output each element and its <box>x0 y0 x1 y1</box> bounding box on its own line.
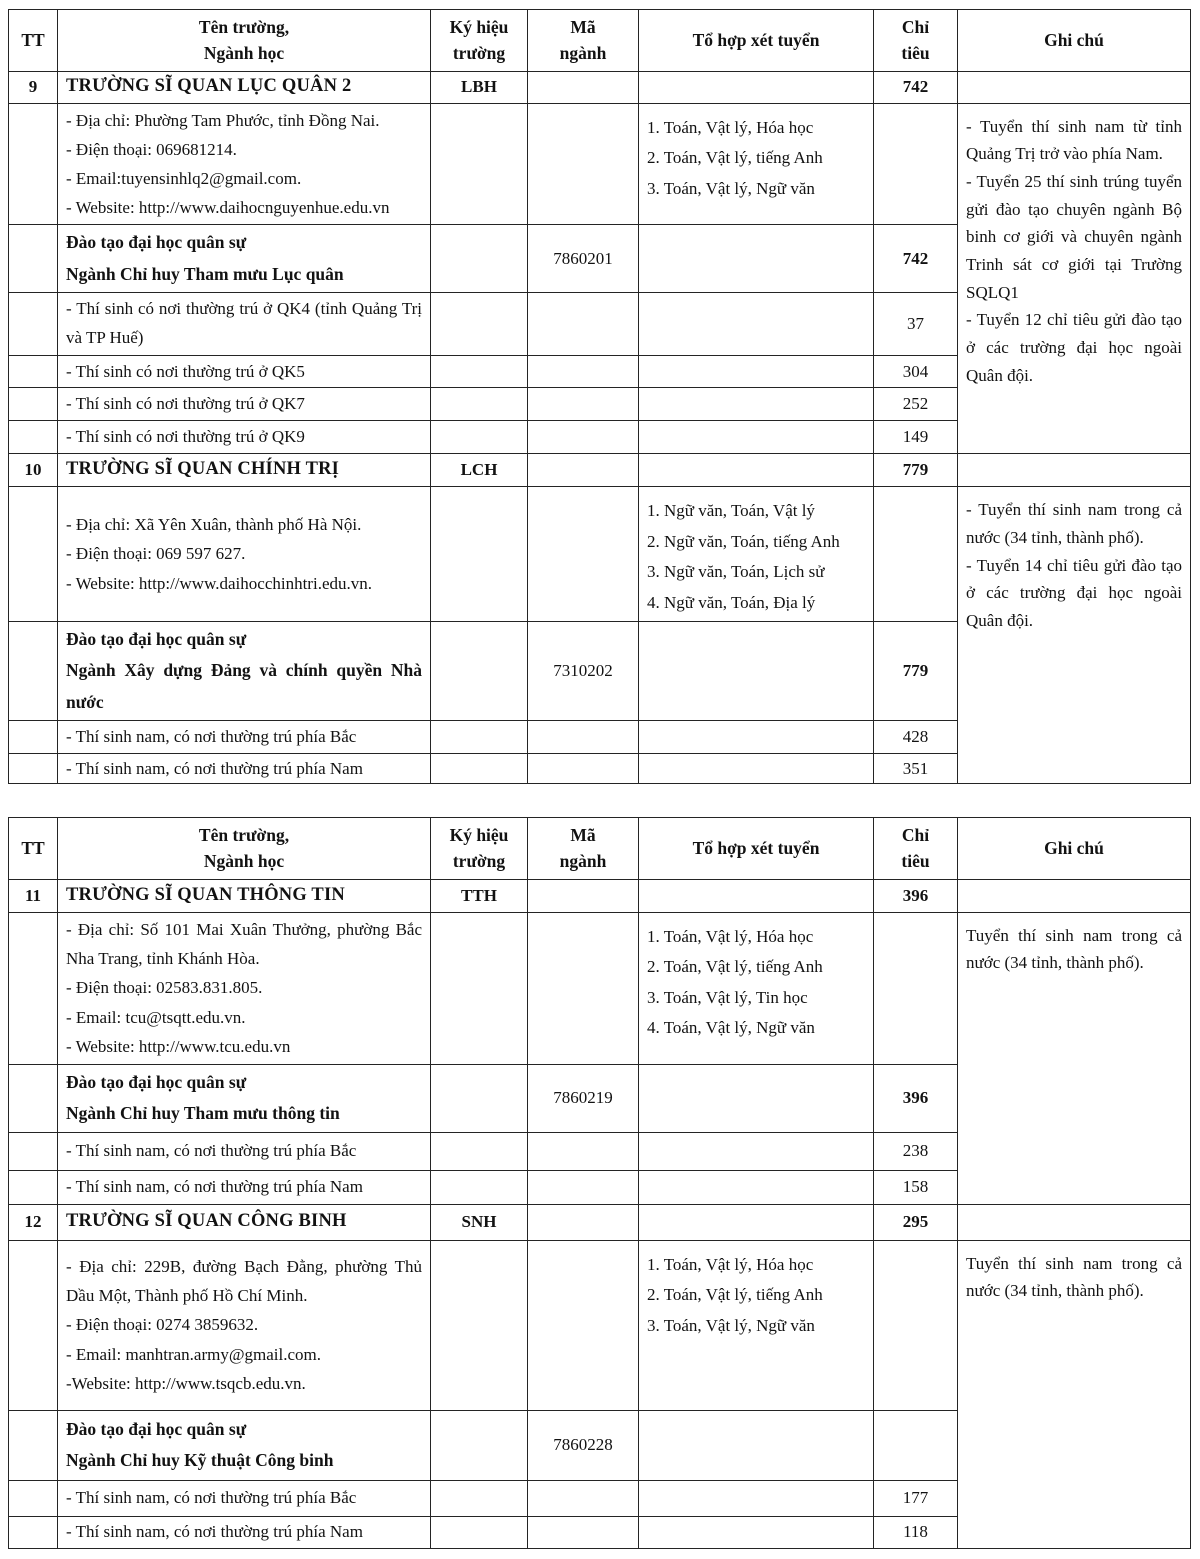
text-line: Tổ hợp xét tuyển <box>692 30 820 51</box>
cell-combo <box>639 293 874 356</box>
text-line: TT <box>21 30 45 51</box>
table-row <box>9 454 1191 487</box>
cell-note <box>958 71 1191 103</box>
cell-name <box>58 487 431 621</box>
cell-name <box>58 1240 431 1410</box>
cell-major <box>528 754 639 784</box>
text-line: Chỉ <box>901 825 930 846</box>
text-line: Tên trường, <box>198 17 290 37</box>
cell-name <box>58 621 431 721</box>
cell-tt: 12 <box>9 1204 58 1240</box>
cell-combo <box>639 454 874 487</box>
text-line: Ký hiệu <box>449 825 509 846</box>
text-line: 3. Toán, Vật lý, Ngữ văn <box>647 1315 815 1335</box>
cell-note <box>958 487 1191 784</box>
cell-tt <box>9 721 58 754</box>
cell-name: - Thí sinh nam, có nơi thường trú phía Nam <box>58 754 431 784</box>
cell-code <box>431 1132 528 1170</box>
text-line: - Điện thoại: 02583.831.805. <box>66 978 263 998</box>
text-line: Ngành học <box>203 43 285 64</box>
cell-name <box>58 912 431 1064</box>
table-row <box>9 71 1191 103</box>
cell-quota: 304 <box>874 356 958 388</box>
cell-code <box>431 103 528 225</box>
cell-quota <box>874 1240 958 1410</box>
text-line: 4. Ngữ văn, Toán, Địa lý <box>647 593 816 612</box>
cell-combo <box>639 1480 874 1516</box>
cell-major <box>528 103 639 225</box>
text-line: - Địa chỉ: Số 101 Mai Xuân Thưởng, phường Bắc Nha Trang, tỉnh Khánh Hòa. <box>66 920 422 969</box>
column-header-major <box>528 818 639 880</box>
cell-name: TRƯỜNG SĨ QUAN THÔNG TIN <box>58 879 431 912</box>
cell-combo <box>639 1516 874 1548</box>
cell-quota <box>874 103 958 225</box>
cell-quota: 252 <box>874 388 958 421</box>
cell-note <box>958 879 1191 912</box>
cell-combo <box>639 754 874 784</box>
table-row <box>9 1240 1191 1410</box>
text-line: ngành <box>559 43 607 64</box>
cell-major <box>528 1480 639 1516</box>
cell-major <box>528 912 639 1064</box>
cell-tt: 9 <box>9 71 58 103</box>
cell-major <box>528 879 639 912</box>
cell-combo <box>639 1132 874 1170</box>
text-line: - Địa chỉ: 229B, đường Bạch Đằng, phường Thủ Dầu Một, Thành phố Hồ Chí Minh. <box>66 1257 422 1306</box>
column-header-code <box>431 818 528 880</box>
cell-combo <box>639 1240 874 1410</box>
cell-major <box>528 421 639 454</box>
cell-code <box>431 912 528 1064</box>
text-line: Chỉ <box>901 17 930 37</box>
text-line: - Tuyển 25 thí sinh trúng tuyển gửi đào tạo chuyên ngành Bộ binh cơ giới và chuyên ngành Trinh sát cơ giới tại Trường SQLQ1 <box>966 171 1182 302</box>
text-line: Ghi chú <box>1044 30 1104 51</box>
cell-major <box>528 1170 639 1204</box>
cell-tt <box>9 225 58 293</box>
cell-quota: 37 <box>874 293 958 356</box>
cell-quota: 158 <box>874 1170 958 1204</box>
cell-tt <box>9 754 58 784</box>
cell-tt <box>9 487 58 621</box>
cell-combo <box>639 721 874 754</box>
text-line: 4. Toán, Vật lý, Ngữ văn <box>647 1018 815 1038</box>
cell-major <box>528 1132 639 1170</box>
table-row <box>9 879 1191 912</box>
cell-code <box>431 487 528 621</box>
cell-name: TRƯỜNG SĨ QUAN LỤC QUÂN 2 <box>58 71 431 103</box>
column-header-code <box>431 10 528 72</box>
table-row <box>9 103 1191 225</box>
cell-note <box>958 1204 1191 1240</box>
cell-quota <box>874 487 958 621</box>
cell-major <box>528 1204 639 1240</box>
text-line: Tuyển thí sinh nam trong cả nước (34 tỉnh, thành phố). <box>966 1253 1182 1301</box>
cell-code <box>431 293 528 356</box>
cell-name: - Thí sinh có nơi thường trú ở QK5 <box>58 356 431 388</box>
cell-major <box>528 388 639 421</box>
column-header-tt <box>9 818 58 880</box>
cell-quota: 779 <box>874 454 958 487</box>
cell-note <box>958 912 1191 1204</box>
text-line: Tuyển thí sinh nam trong cả nước (34 tỉnh, thành phố). <box>966 925 1182 973</box>
cell-tt <box>9 1410 58 1480</box>
cell-tt <box>9 1170 58 1204</box>
text-line: Đào tạo đại học quân sự <box>66 628 247 649</box>
cell-code <box>431 1516 528 1548</box>
cell-combo <box>639 388 874 421</box>
cell-code: LCH <box>431 454 528 487</box>
text-line: trường <box>452 851 506 872</box>
cell-code: LBH <box>431 71 528 103</box>
table-row <box>9 1204 1191 1240</box>
text-line: - Tuyển 14 chỉ tiêu gửi đào tạo ở các trường đại học ngoài Quân đội. <box>966 555 1182 631</box>
cell-code <box>431 388 528 421</box>
cell-tt <box>9 421 58 454</box>
text-line: 1. Toán, Vật lý, Hóa học <box>647 926 814 946</box>
column-header-name <box>58 10 431 72</box>
cell-name: TRƯỜNG SĨ QUAN CÔNG BINH <box>58 1204 431 1240</box>
cell-note <box>958 454 1191 487</box>
cell-name: - Thí sinh có nơi thường trú ở QK4 (tỉnh Quảng Trị và TP Huế) <box>58 293 431 356</box>
cell-quota <box>874 1410 958 1480</box>
cell-tt: 10 <box>9 454 58 487</box>
cell-name: - Thí sinh nam, có nơi thường trú phía Nam <box>58 1516 431 1548</box>
column-header-tt <box>9 10 58 72</box>
cell-tt <box>9 1240 58 1410</box>
cell-tt <box>9 621 58 721</box>
text-line: Đào tạo đại học quân sự <box>66 1071 247 1092</box>
cell-tt <box>9 912 58 1064</box>
text-line: 2. Toán, Vật lý, tiếng Anh <box>647 957 823 977</box>
cell-quota: 396 <box>874 1064 958 1132</box>
cell-code <box>431 1480 528 1516</box>
text-line: Ký hiệu <box>449 17 509 37</box>
text-line: - Điện thoại: 0274 3859632. <box>66 1315 259 1335</box>
cell-name: - Thí sinh nam, có nơi thường trú phía Nam <box>58 1170 431 1204</box>
text-line: Ngành Chỉ huy Tham mưu Lục quân <box>66 263 344 284</box>
cell-tt <box>9 293 58 356</box>
column-header-quota <box>874 818 958 880</box>
cell-major: 7310202 <box>528 621 639 721</box>
text-line: - Tuyển thí sinh nam trong cả nước (34 tỉnh, thành phố). <box>966 500 1182 547</box>
cell-code: TTH <box>431 879 528 912</box>
cell-note <box>958 103 1191 454</box>
text-line: - Địa chỉ: Xã Yên Xuân, thành phố Hà Nội. <box>66 515 362 535</box>
cell-combo <box>639 487 874 621</box>
column-header-combo <box>639 10 874 72</box>
cell-tt <box>9 1516 58 1548</box>
cell-quota: 779 <box>874 621 958 721</box>
cell-combo <box>639 71 874 103</box>
cell-note <box>958 1240 1191 1548</box>
cell-quota: 295 <box>874 1204 958 1240</box>
cell-tt <box>9 1480 58 1516</box>
cell-name <box>58 225 431 293</box>
cell-quota: 118 <box>874 1516 958 1548</box>
cell-tt <box>9 103 58 225</box>
column-header-note <box>958 10 1191 72</box>
column-header-quota <box>874 10 958 72</box>
cell-tt <box>9 388 58 421</box>
cell-code <box>431 721 528 754</box>
cell-quota: 351 <box>874 754 958 784</box>
cell-combo <box>639 1170 874 1204</box>
cell-code <box>431 356 528 388</box>
column-header-combo <box>639 818 874 880</box>
column-header-name <box>58 818 431 880</box>
text-line: - Tuyển thí sinh nam từ tỉnh Quảng Trị trở vào phía Nam. <box>966 116 1182 164</box>
cell-name <box>58 1064 431 1132</box>
cell-code <box>431 1240 528 1410</box>
cell-major <box>528 1240 639 1410</box>
text-line: Ngành Xây dựng Đảng và chính quyền Nhà nước <box>66 660 422 712</box>
cell-major <box>528 721 639 754</box>
cell-major <box>528 356 639 388</box>
cell-tt <box>9 356 58 388</box>
text-line: 2. Toán, Vật lý, tiếng Anh <box>647 148 823 168</box>
text-line: Tổ hợp xét tuyển <box>692 838 820 859</box>
table-row <box>9 912 1191 1064</box>
cell-combo <box>639 912 874 1064</box>
cell-combo <box>639 356 874 388</box>
cell-name: - Thí sinh nam, có nơi thường trú phía Bắc <box>58 721 431 754</box>
text-line: - Website: http://www.daihocchinhtri.edu.vn. <box>66 573 372 593</box>
cell-code <box>431 225 528 293</box>
cell-quota: 396 <box>874 879 958 912</box>
cell-major: 7860201 <box>528 225 639 293</box>
cell-quota: 428 <box>874 721 958 754</box>
text-line: Tên trường, <box>198 825 290 846</box>
header-row <box>9 818 1191 880</box>
text-line: 1. Ngữ văn, Toán, Vật lý <box>647 501 815 521</box>
cell-combo <box>639 879 874 912</box>
cell-code <box>431 754 528 784</box>
cell-code: SNH <box>431 1204 528 1240</box>
text-line: 1. Toán, Vật lý, Hóa học <box>647 1254 814 1274</box>
cell-major: 7860228 <box>528 1410 639 1480</box>
cell-major <box>528 1516 639 1548</box>
cell-tt <box>9 1064 58 1132</box>
text-line: - Tuyển 12 chỉ tiêu gửi đào tạo ở các trường đại học ngoài Quân đội. <box>966 310 1182 385</box>
cell-quota: 742 <box>874 71 958 103</box>
admissions-table-bottom <box>8 817 1191 1549</box>
text-line: 1. Toán, Vật lý, Hóa học <box>647 117 814 137</box>
text-line: ngành <box>559 851 607 872</box>
text-line: 3. Toán, Vật lý, Tin học <box>647 987 808 1007</box>
cell-combo <box>639 1064 874 1132</box>
text-line: - Website: http://www.daihocnguyenhue.edu.vn <box>66 198 390 218</box>
cell-combo <box>639 103 874 225</box>
header-row <box>9 10 1191 72</box>
text-line: - Email: tcu@tsqtt.edu.vn. <box>66 1007 246 1027</box>
text-line: - Điện thoại: 069681214. <box>66 139 237 159</box>
text-line: tiêu <box>901 851 930 872</box>
text-line: - Địa chỉ: Phường Tam Phước, tỉnh Đồng Nai. <box>66 110 380 130</box>
cell-major <box>528 293 639 356</box>
cell-major <box>528 71 639 103</box>
text-line: Ghi chú <box>1044 838 1104 859</box>
text-line: trường <box>452 43 506 64</box>
text-line: Đào tạo đại học quân sự <box>66 232 247 253</box>
text-line: tiêu <box>901 43 930 64</box>
column-header-note <box>958 818 1191 880</box>
cell-name: - Thí sinh nam, có nơi thường trú phía Bắc <box>58 1480 431 1516</box>
text-line: Ngành Chỉ huy Tham mưu thông tin <box>66 1103 340 1124</box>
text-line: Đào tạo đại học quân sự <box>66 1418 247 1439</box>
text-line: 2. Toán, Vật lý, tiếng Anh <box>647 1285 823 1305</box>
cell-code <box>431 1170 528 1204</box>
text-line: - Email:tuyensinhlq2@gmail.com. <box>66 168 302 188</box>
column-header-major <box>528 10 639 72</box>
cell-quota: 177 <box>874 1480 958 1516</box>
text-line: 2. Ngữ văn, Toán, tiếng Anh <box>647 531 840 551</box>
text-line: Ngành Chỉ huy Kỹ thuật Công binh <box>66 1450 334 1471</box>
cell-major <box>528 487 639 621</box>
cell-quota: 149 <box>874 421 958 454</box>
text-line: - Email: manhtran.army@gmail.com. <box>66 1344 321 1364</box>
text-line: Mã <box>570 17 596 37</box>
cell-tt: 11 <box>9 879 58 912</box>
cell-combo <box>639 621 874 721</box>
text-line: - Website: http://www.tcu.edu.vn <box>66 1036 291 1056</box>
admissions-table-top <box>8 9 1191 784</box>
text-line: 3. Toán, Vật lý, Ngữ văn <box>647 178 815 198</box>
cell-tt <box>9 1132 58 1170</box>
cell-name <box>58 1410 431 1480</box>
cell-code <box>431 1410 528 1480</box>
text-line: TT <box>21 838 45 859</box>
cell-quota: 742 <box>874 225 958 293</box>
text-line: -Website: http://www.tsqcb.edu.vn. <box>66 1373 306 1393</box>
cell-name: TRƯỜNG SĨ QUAN CHÍNH TRỊ <box>58 454 431 487</box>
cell-combo <box>639 1410 874 1480</box>
text-line: 3. Ngữ văn, Toán, Lịch sử <box>647 562 825 582</box>
cell-name: - Thí sinh có nơi thường trú ở QK7 <box>58 388 431 421</box>
cell-combo <box>639 1204 874 1240</box>
cell-quota <box>874 912 958 1064</box>
table-row <box>9 487 1191 621</box>
text-line: Ngành học <box>203 851 285 872</box>
cell-name: - Thí sinh có nơi thường trú ở QK9 <box>58 421 431 454</box>
text-line: - Điện thoại: 069 597 627. <box>66 544 246 564</box>
text-line: Mã <box>570 825 596 846</box>
cell-major <box>528 454 639 487</box>
cell-quota: 238 <box>874 1132 958 1170</box>
cell-code <box>431 621 528 721</box>
cell-code <box>431 1064 528 1132</box>
cell-name: - Thí sinh nam, có nơi thường trú phía Bắc <box>58 1132 431 1170</box>
cell-combo <box>639 225 874 293</box>
cell-major: 7860219 <box>528 1064 639 1132</box>
cell-combo <box>639 421 874 454</box>
cell-code <box>431 421 528 454</box>
cell-name <box>58 103 431 225</box>
